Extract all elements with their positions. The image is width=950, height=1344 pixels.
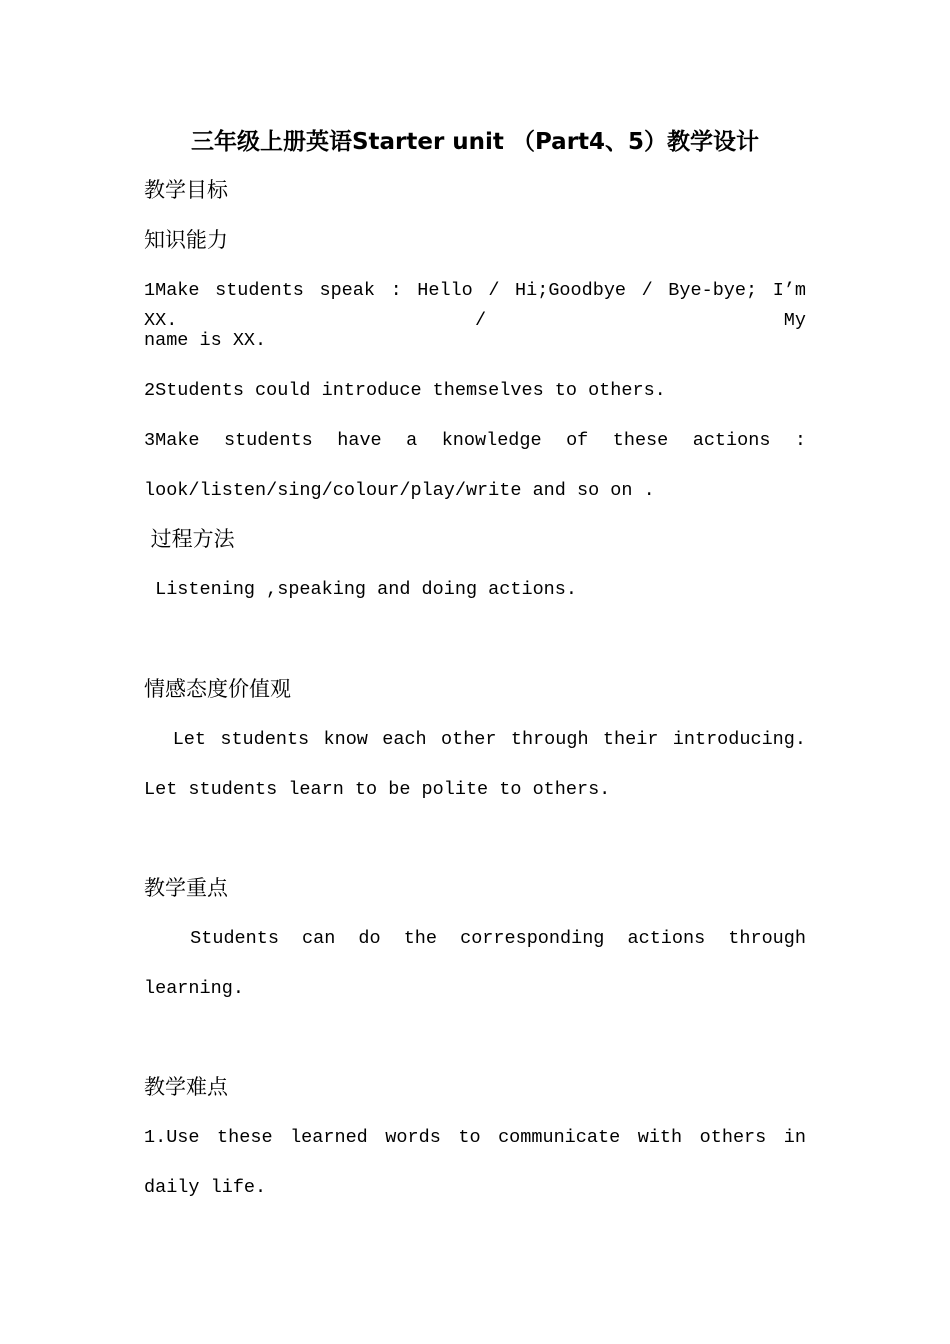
heading-objectives: 教学目标 — [144, 178, 228, 202]
heading-difficulties: 教学难点 — [144, 1075, 228, 1099]
heading-emotion: 情感态度价值观 — [144, 677, 291, 701]
difficulty-line: daily life. — [144, 1177, 267, 1198]
document-title: 三年级上册英语Starter unit （Part4、5）教学设计 — [190, 129, 760, 155]
emotion-line: Let students know each other through their introducing. — [144, 729, 806, 750]
process-line: Listening ,speaking and doing actions. — [144, 579, 577, 600]
key-line: learning. — [144, 978, 244, 999]
key-line: Students can do the corresponding actions through — [144, 928, 806, 949]
heading-process: 过程方法 — [144, 527, 235, 551]
heading-knowledge: 知识能力 — [144, 228, 228, 252]
knowledge-line: 3Make students have a knowledge of these actions : — [144, 430, 806, 451]
heading-key-points: 教学重点 — [144, 876, 228, 900]
emotion-line: Let students learn to be polite to others. — [144, 779, 611, 800]
knowledge-line: look/listen/sing/colour/play/write and so on . — [144, 480, 655, 501]
knowledge-line: name is XX. — [144, 330, 267, 351]
difficulty-line: 1.Use these learned words to communicate with others in — [144, 1127, 806, 1148]
knowledge-line: 2Students could introduce themselves to others. — [144, 380, 666, 401]
knowledge-line: 1Make students speak : Hello / Hi;Goodbye / Bye-bye; I’m XX. / My — [144, 280, 806, 331]
